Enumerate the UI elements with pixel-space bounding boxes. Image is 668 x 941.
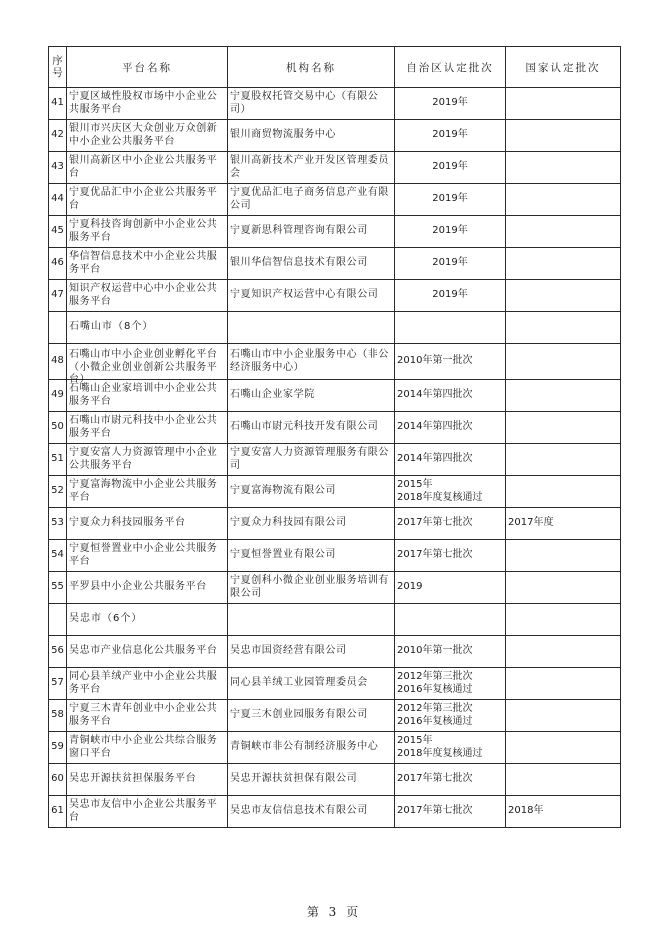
table-row (49, 184, 621, 216)
platform-name: 平罗县中小企业公共服务平台 (69, 581, 207, 593)
row-number-cell (49, 280, 67, 312)
regional-batch: 2019年 (432, 257, 468, 269)
org-name: 宁夏众力科技园有限公司 (230, 517, 347, 529)
platform-name-cell (67, 120, 228, 152)
table-row (49, 700, 621, 732)
regional-batch-cell (395, 412, 506, 444)
regional-batch-cell (395, 668, 506, 700)
org-name-cell (228, 732, 395, 764)
org-name-cell (228, 476, 395, 508)
org-name: 吴忠市国资经营有限公司 (230, 645, 347, 657)
org-name-cell (228, 508, 395, 540)
platform-table (48, 46, 621, 828)
regional-batch-cell (395, 636, 506, 668)
regional-batch: 2019年 (432, 193, 468, 205)
table-row (49, 444, 621, 476)
org-name: 宁夏优品汇电子商务信息产业有限公司 (230, 187, 389, 211)
regional-batch: 2012年第三批次 2016年复核通过 (397, 671, 473, 695)
row-number-cell (49, 668, 67, 700)
regional-batch-cell (395, 152, 506, 184)
row-number-cell (49, 248, 67, 280)
row-number: 51 (51, 453, 64, 465)
national-batch-cell (506, 476, 621, 508)
platform-name: 宁夏区域性股权市场中小企业公共服务平台 (69, 91, 218, 115)
row-number-cell (49, 184, 67, 216)
platform-name-cell (67, 152, 228, 184)
org-name: 宁夏恒誉置业有限公司 (230, 549, 336, 561)
header-national: 国家认定批次 (506, 47, 621, 88)
platform-name: 宁夏众力科技园服务平台 (69, 517, 186, 529)
platform-name: 石嘴山企业家培训中小企业公共服务平台 (69, 383, 218, 407)
row-number-cell (49, 380, 67, 412)
regional-batch-cell (395, 216, 506, 248)
platform-name: 宁夏优品汇中小企业公共服务平台 (69, 187, 218, 211)
regional-batch-cell (395, 248, 506, 280)
platform-name: 青铜峡市中小企业公共综合服务窗口平台 (69, 735, 218, 759)
org-name: 宁夏三木创业园服务有限公司 (230, 709, 368, 721)
row-number: 43 (51, 161, 64, 173)
org-name-cell (228, 380, 395, 412)
regional-batch-cell (395, 88, 506, 120)
org-name: 宁夏新思科管理咨询有限公司 (230, 225, 368, 237)
national-batch-cell (506, 280, 621, 312)
platform-name-cell (67, 508, 228, 540)
platform-name-cell (67, 444, 228, 476)
platform-name-cell (67, 344, 228, 385)
regional-batch: 2015年 2018年度复核通过 (397, 735, 483, 759)
regional-batch: 2014年第四批次 (397, 453, 473, 465)
national-batch-cell (506, 216, 621, 248)
platform-name: 石嘴山市尉元科技中小企业公共服务平台 (69, 415, 218, 439)
regional-batch-cell (395, 540, 506, 572)
row-number-cell (49, 764, 67, 796)
row-number-cell (49, 476, 67, 508)
table-row (49, 412, 621, 444)
row-number: 59 (51, 741, 64, 753)
platform-name: 吴忠开源扶贫担保服务平台 (69, 773, 197, 785)
table-row (49, 216, 621, 248)
table-row (49, 280, 621, 312)
row-number: 54 (51, 549, 64, 561)
platform-name: 宁夏安富人力资源管理中小企业公共服务平台 (69, 447, 218, 471)
platform-name-cell (67, 764, 228, 796)
platform-name-cell (67, 184, 228, 216)
regional-batch-cell (395, 120, 506, 152)
platform-name: 宁夏恒誉置业中小企业公共服务平台 (69, 543, 218, 567)
platform-name: 银川市兴庆区大众创业万众创新中小企业公共服务平台 (69, 123, 218, 147)
table-body (49, 88, 621, 828)
header-regional: 自治区认定批次 (395, 47, 506, 88)
platform-name: 银川高新区中小企业公共服务平台 (69, 155, 218, 179)
national-batch-cell (506, 152, 621, 184)
org-name-cell (228, 280, 395, 312)
regional-batch: 2015年 2018年度复核通过 (397, 479, 483, 503)
page-number: 第 3 页 (306, 905, 362, 919)
platform-name: 石嘴山市中小企业创业孵化平台（小微企业创业创新公共服务平台） (69, 349, 218, 385)
org-name-cell (228, 572, 395, 604)
table-row (49, 572, 621, 604)
regional-batch-cell (395, 796, 506, 828)
regional-batch: 2019 (397, 581, 423, 593)
org-name: 吴忠开源扶贫担保有限公司 (230, 773, 358, 785)
regional-batch-cell (395, 508, 506, 540)
regional-batch-cell (395, 732, 506, 764)
org-name-cell (228, 248, 395, 280)
org-name-cell (228, 604, 395, 636)
row-number-cell (49, 120, 67, 152)
regional-batch-cell (395, 476, 506, 508)
org-name: 同心县羊绒工业园管理委员会 (230, 677, 368, 689)
row-number-cell (49, 604, 67, 636)
row-number-cell (49, 700, 67, 732)
table-row (49, 476, 621, 508)
national-batch-cell (506, 700, 621, 732)
national-batch: 2018年 (508, 805, 544, 817)
org-name: 吴忠市友信信息技术有限公司 (230, 805, 368, 817)
national-batch-cell (506, 344, 621, 380)
platform-name-cell (67, 540, 228, 572)
table-row (49, 732, 621, 764)
table-row (49, 764, 621, 796)
row-number: 60 (51, 773, 64, 785)
platform-name-cell (67, 636, 228, 668)
regional-batch: 2017年第七批次 (397, 805, 473, 817)
row-number-cell (49, 152, 67, 184)
table-row (49, 380, 621, 412)
platform-name: 宁夏三木青年创业中小企业公共服务平台 (69, 703, 218, 727)
platform-name-cell (67, 572, 228, 604)
row-number-cell (49, 344, 67, 380)
national-batch-cell (506, 668, 621, 700)
platform-name-cell (67, 216, 228, 248)
org-name-cell (228, 764, 395, 796)
row-number-cell (49, 636, 67, 668)
row-number: 42 (51, 129, 64, 141)
row-number-cell (49, 412, 67, 444)
header-platform: 平台名称 (67, 47, 228, 88)
row-number-cell (49, 572, 67, 604)
table-row (49, 344, 621, 380)
platform-name: 吴忠市友信中小企业公共服务平台 (69, 799, 218, 823)
national-batch-cell (506, 88, 621, 120)
regional-batch: 2019年 (432, 97, 468, 109)
row-number-cell (49, 540, 67, 572)
org-name: 石嘴山市中小企业服务中心（非公经济服务中心） (230, 349, 389, 373)
regional-batch-cell (395, 380, 506, 412)
org-name: 银川商贸物流服务中心 (230, 129, 336, 141)
table-row (49, 152, 621, 184)
national-batch-cell (506, 312, 621, 344)
platform-name: 华信智信息技术中小企业公共服务平台 (69, 251, 218, 275)
regional-batch-cell (395, 604, 506, 636)
row-number-cell (49, 216, 67, 248)
org-name: 宁夏安富人力资源管理服务有限公司 (230, 447, 389, 471)
regional-batch-cell (395, 184, 506, 216)
org-name-cell (228, 668, 395, 700)
org-name-cell (228, 152, 395, 184)
header-num: 序号 (49, 47, 67, 88)
national-batch-cell (506, 732, 621, 764)
platform-name-cell (67, 700, 228, 732)
org-name-cell (228, 344, 395, 380)
row-number: 52 (51, 485, 64, 497)
section-row (49, 312, 621, 344)
org-name-cell (228, 796, 395, 828)
regional-batch-cell (395, 700, 506, 732)
header-org: 机构名称 (228, 47, 395, 88)
row-number-cell (49, 312, 67, 344)
org-name: 石嘴山企业家学院 (230, 389, 315, 401)
platform-name: 同心县羊绒产业中小企业公共服务平台 (69, 671, 218, 695)
platform-name-cell (67, 412, 228, 444)
org-name-cell (228, 120, 395, 152)
section-row (49, 604, 621, 636)
platform-name: 吴忠市（6个） (69, 613, 143, 625)
regional-batch: 2010年第一批次 (397, 355, 473, 367)
regional-batch-cell (395, 572, 506, 604)
row-number-cell (49, 444, 67, 476)
row-number-cell (49, 796, 67, 828)
regional-batch: 2010年第一批次 (397, 645, 473, 657)
table-row (49, 88, 621, 120)
regional-batch: 2017年第七批次 (397, 517, 473, 529)
regional-batch: 2019年 (432, 161, 468, 173)
regional-batch: 2019年 (432, 289, 468, 301)
table-row (49, 540, 621, 572)
row-number: 58 (51, 709, 64, 721)
platform-name-cell (67, 732, 228, 764)
org-name: 青铜峡市非公有制经济服务中心 (230, 741, 379, 753)
platform-name-cell (67, 380, 228, 412)
row-number: 45 (51, 225, 64, 237)
regional-batch: 2017年第七批次 (397, 549, 473, 561)
org-name-cell (228, 444, 395, 476)
national-batch-cell (506, 380, 621, 412)
regional-batch: 2019年 (432, 129, 468, 141)
platform-name: 石嘴山市（8个） (69, 321, 154, 333)
regional-batch-cell (395, 312, 506, 344)
regional-batch-cell (395, 344, 506, 380)
regional-batch: 2014年第四批次 (397, 389, 473, 401)
platform-name-cell (67, 248, 228, 280)
org-name: 宁夏知识产权运营中心有限公司 (230, 289, 379, 301)
org-name-cell (228, 700, 395, 732)
header-row (49, 47, 621, 88)
platform-name: 吴忠市产业信息化公共服务平台 (69, 645, 218, 657)
regional-batch-cell (395, 444, 506, 476)
row-number: 56 (51, 645, 64, 657)
row-number: 46 (51, 257, 64, 269)
regional-batch-cell (395, 280, 506, 312)
national-batch-cell (506, 184, 621, 216)
org-name-cell (228, 88, 395, 120)
national-batch-cell (506, 444, 621, 476)
org-name-cell (228, 540, 395, 572)
platform-name-cell (67, 88, 228, 120)
platform-name: 知识产权运营中心中小企业公共服务平台 (69, 283, 218, 307)
platform-name: 宁夏科技咨询创新中小企业公共服务平台 (69, 219, 218, 243)
org-name: 宁夏创科小微企业创业服务培训有限公司 (230, 575, 389, 599)
national-batch-cell (506, 248, 621, 280)
national-batch-cell (506, 120, 621, 152)
org-name-cell (228, 636, 395, 668)
platform-name-cell (67, 280, 228, 312)
table-row (49, 120, 621, 152)
national-batch-cell (506, 540, 621, 572)
regional-batch: 2019年 (432, 225, 468, 237)
row-number-cell (49, 88, 67, 120)
row-number: 57 (51, 677, 64, 689)
regional-batch-cell (395, 764, 506, 796)
row-number-cell (49, 508, 67, 540)
table-row (49, 248, 621, 280)
org-name-cell (228, 184, 395, 216)
row-number: 47 (51, 289, 64, 301)
row-number: 55 (51, 581, 64, 593)
org-name-cell (228, 312, 395, 344)
national-batch-cell (506, 604, 621, 636)
regional-batch: 2014年第四批次 (397, 421, 473, 433)
national-batch-cell (506, 412, 621, 444)
org-name: 宁夏富海物流有限公司 (230, 485, 336, 497)
platform-name-cell (67, 796, 228, 828)
national-batch-cell (506, 572, 621, 604)
row-number: 53 (51, 517, 64, 529)
regional-batch: 2017年第七批次 (397, 773, 473, 785)
row-number: 61 (51, 805, 64, 817)
national-batch-cell (506, 636, 621, 668)
regional-batch: 2012年第三批次 2016年复核通过 (397, 703, 473, 727)
org-name-cell (228, 412, 395, 444)
table-row (49, 796, 621, 828)
national-batch-cell (506, 796, 621, 828)
org-name-cell (228, 216, 395, 248)
platform-name-cell (67, 312, 228, 344)
platform-name-cell (67, 668, 228, 700)
platform-name: 宁夏富海物流中小企业公共服务平台 (69, 479, 218, 503)
table-row (49, 508, 621, 540)
national-batch: 2017年度 (508, 517, 554, 529)
org-name: 宁夏股权托管交易中心（有限公司） (230, 91, 379, 115)
row-number-cell (49, 732, 67, 764)
row-number: 50 (51, 421, 64, 433)
table-row (49, 636, 621, 668)
org-name: 石嘴山市尉元科技开发有限公司 (230, 421, 379, 433)
row-number: 44 (51, 193, 64, 205)
platform-name-cell (67, 476, 228, 508)
row-number: 49 (51, 389, 64, 401)
row-number: 48 (51, 355, 64, 367)
platform-name-cell (67, 604, 228, 636)
org-name: 银川华信智信息技术有限公司 (230, 257, 368, 269)
row-number: 41 (51, 97, 64, 109)
national-batch-cell (506, 508, 621, 540)
table-row (49, 668, 621, 700)
national-batch-cell (506, 764, 621, 796)
table-header (49, 47, 621, 88)
org-name: 银川高新技术产业开发区管理委员会 (230, 155, 389, 179)
